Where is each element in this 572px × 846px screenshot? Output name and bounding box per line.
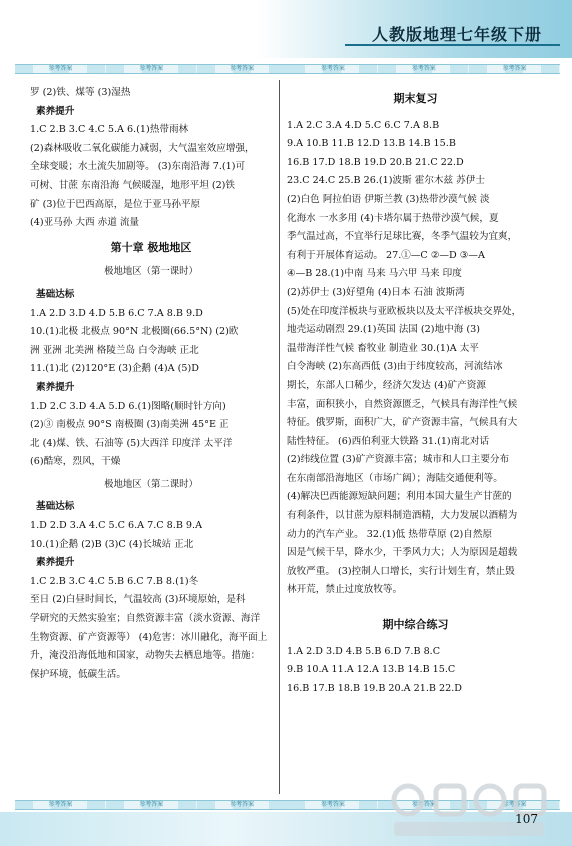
- answer-line: (2)③ 南极点 90°S 南极圈 (3)南美洲 45°E 正: [30, 419, 229, 431]
- section-heading: 素养提升: [36, 557, 75, 569]
- left-column: [30, 84, 272, 684]
- section-heading: 素养提升: [36, 105, 75, 117]
- answer-line: (2)苏伊士 (3)好望角 (4)日本 石油 波斯湾: [287, 286, 465, 298]
- answer-line: (4)亚马孙 大西 赤道 流量: [30, 217, 140, 229]
- watermark-logo: [386, 778, 564, 840]
- book-title: 人教版地理七年级下册: [371, 25, 542, 44]
- strip-label: 参考答案: [378, 800, 469, 810]
- answer-line: 有利于开展体育运动。 27.①—C ②—D ③—A: [287, 249, 485, 261]
- spacer: [287, 600, 544, 610]
- answer-line: 动力的汽车产业。 32.(1)低 热带草原 (2)自然原: [287, 528, 493, 540]
- answer-line: 生物资源、矿产资源等） (4)危害：冰川融化，海平面上: [30, 631, 268, 643]
- answer-line: 1.C 2.B 3.C 4.C 5.B 6.C 7.B 8.(1)冬: [30, 575, 199, 587]
- answer-line: 期长，东部人口稀少，经济欠发达 (4)矿产资源: [287, 379, 486, 391]
- strip-label: 参考答案: [469, 800, 560, 810]
- lesson-title: 极地地区（第一课时）: [104, 266, 198, 278]
- answer-line: 升，淹没沿海低地和国家，动物失去栖息地等。措施：: [30, 650, 261, 662]
- answer-line: 保护环境，低碳生活。: [30, 668, 126, 680]
- answer-line: 1.A 2.C 3.A 4.D 5.C 6.C 7.A 8.B: [287, 119, 440, 131]
- section-heading: 基础达标: [36, 501, 75, 513]
- strip-label: 参考答案: [287, 800, 378, 810]
- answer-line: 林开荒，禁止过度放牧等。: [287, 584, 403, 596]
- strip-label: 参考答案: [15, 800, 106, 810]
- answer-line: 地壳运动剧烈 29.(1)英国 法国 (2)地中海 (3): [287, 324, 480, 336]
- strip-label: 参考答案: [469, 64, 560, 74]
- answer-line: 陆性特征。 (6)西伯利亚大铁路 31.(1)南北对话: [287, 435, 490, 447]
- strip-label: 参考答案: [378, 64, 469, 74]
- section-heading: 基础达标: [36, 288, 75, 300]
- answer-line: 9.A 10.B 11.B 12.D 13.B 14.B 15.B: [287, 138, 456, 150]
- answer-line: 1.D 2.C 3.D 4.A 5.D 6.(1)图略(顺时针方向): [30, 400, 226, 412]
- answer-line: (2)纬线位置 (3)矿产资源丰富；城市和人口主要分布: [287, 454, 510, 466]
- answer-line: 北 (4)煤、铁、石油等 (5)大西洋 印度洋 太平洋: [30, 437, 233, 449]
- answer-line: 1.A 2.D 3.D 4.D 5.B 6.C 7.A 8.B 9.D: [30, 307, 203, 319]
- answer-line: 丰富，面积狭小，自然资源匮乏，气候具有海洋性气候: [287, 398, 518, 410]
- answer-line: (5)处在印度洋板块与亚欧板块以及太平洋板块交界处，: [287, 305, 522, 317]
- answer-line: 季气温过高，不宜举行足球比赛，冬季气温较为宜爽，: [287, 231, 518, 243]
- answer-line: 放牧严重。 (3)控制人口增长，实行计划生育，禁止毁: [287, 565, 515, 577]
- answer-line: 白令海峡 (2)东高西低 (3)由于纬度较高，河流结冰: [287, 361, 503, 373]
- answer-line: 学研究的天然实验室；自然资源丰富（淡水资源、海洋: [30, 613, 261, 625]
- answer-line: (2)森林吸收二氧化碳能力减弱，大气温室效应增强，: [30, 142, 255, 154]
- answer-line: 可树、甘蔗 东南沿海 气候暖湿，地形平坦 (2)铁: [30, 179, 236, 191]
- answer-line: 10.(1)北极 北极点 90°N 北极圈(66.5°N) (2)欧: [30, 326, 239, 338]
- section-heading: 素养提升: [36, 381, 75, 393]
- answer-line: 23.C 24.C 25.B 26.(1)波斯 霍尔木兹 苏伊士: [287, 175, 485, 187]
- answer-line: 1.D 2.D 3.A 4.C 5.C 6.A 7.C 8.B 9.A: [30, 520, 203, 532]
- answer-line: 在东南部沿海地区（市场广阔）；海陆交通便利等。: [287, 472, 503, 484]
- strip-label: 参考答案: [287, 64, 378, 74]
- right-column: [287, 84, 544, 698]
- header-rule: [345, 44, 560, 46]
- lesson-title: 极地地区（第二课时）: [104, 478, 198, 490]
- column-divider: [279, 80, 280, 794]
- answer-line: 10.(1)企鹅 (2)B (3)C (4)长城站 正北: [30, 538, 194, 550]
- answer-line: 16.B 17.D 18.B 19.D 20.B 21.C 22.D: [287, 156, 464, 168]
- answer-line: 至日 (2)白昼时间长，气温较高 (3)环境原始，是科: [30, 594, 246, 606]
- strip-label: 参考答案: [197, 64, 288, 74]
- top-answer-strip: [15, 64, 560, 74]
- answer-line: (6)酷寒，烈风，干燥: [30, 456, 121, 468]
- answer-line: 有利条件，以甘蔗为原料制造酒精，大力发展以酒精为: [287, 510, 518, 522]
- answer-line: 化海水 一水多用 (4)卡塔尔属于热带沙漠气候，夏: [287, 212, 499, 224]
- answer-line: 洲 亚洲 北美洲 格陵兰岛 白令海峡 正北: [30, 344, 199, 356]
- answer-line: 1.C 2.B 3.C 4.C 5.A 6.(1)热带雨林: [30, 124, 189, 136]
- answer-line: 因是气候干旱，降水少，干季风力大；人为原因是超载: [287, 547, 518, 559]
- strip-label: 参考答案: [197, 800, 288, 810]
- answer-line: 罗 (2)铁、煤等 (3)湿热: [30, 87, 131, 98]
- answer-line: 9.B 10.A 11.A 12.A 13.B 14.B 15.C: [287, 664, 456, 676]
- answer-line: (2)白色 阿拉伯语 伊斯兰教 (3)热带沙漠气候 淡: [287, 193, 490, 205]
- answer-line: 全球变暖；水土流失加剧等。 (3)东南沿海 7.(1)可: [30, 161, 246, 173]
- strip-label: 参考答案: [15, 64, 106, 74]
- answer-line: 矿 (3)位于巴西高原，是位于亚马孙平原: [30, 198, 201, 210]
- answer-line: (4)解决巴西能源短缺问题；利用本国大量生产甘蔗的: [287, 491, 512, 503]
- answer-line: 特征。俄罗斯，面积广大，矿产资源丰富，气候具有大: [287, 417, 518, 429]
- answer-line: 11.(1)北 (2)120°E (3)企鹅 (4)A (5)D: [30, 363, 199, 375]
- strip-label: 参考答案: [106, 64, 197, 74]
- answer-line: ④—B 28.(1)中南 马来 马六甲 马来 印度: [287, 268, 462, 280]
- review-title: 期末复习: [393, 92, 438, 105]
- answer-line: 16.B 17.B 18.B 19.B 20.A 21.B 22.D: [287, 682, 462, 694]
- answer-line: 1.A 2.D 3.D 4.B 5.B 6.D 7.B 8.C: [287, 645, 441, 657]
- answer-line: 温带海洋性气候 畜牧业 制造业 30.(1)A 太平: [287, 342, 479, 354]
- strip-label: 参考答案: [106, 800, 197, 810]
- chapter-title: 第十章 极地地区: [110, 240, 192, 254]
- page-number: 107: [515, 812, 538, 826]
- review-title: 期中综合练习: [382, 618, 449, 632]
